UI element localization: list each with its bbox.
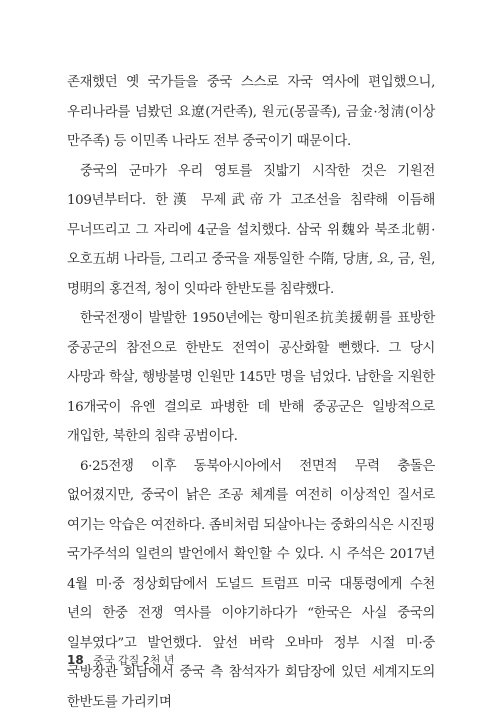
paragraph: 한국전쟁이 발발한 1950년에는 항미원조抗美援朝를 표방한 중공군의 참전으로 한반도 전역이 공산화할 뻔했다. 그 당시 사망과 학살, 행방불명 인원만 145만 명을 넘었다. 남한을 지원한 16개국이 유엔 결의로 파병한 데 반해 중공군은 일방적으로 개입한, 북한의 침략 공범이다. (67, 304, 435, 452)
body-text (67, 68, 435, 717)
paragraph: 존재했던 옛 국가들을 중국 스스로 자국 역사에 편입했으니, 우리나라를 넘봤던 요遼(거란족), 원元(몽골족), 금金·청淸(이상 만주족) 등 이민족 나라도 전부 중국이기 때문이다. (67, 68, 435, 157)
page-number: 18 (67, 653, 84, 667)
running-title: 중국 갑질 2천 년 (93, 654, 174, 667)
page-footer (67, 652, 174, 668)
paragraph: 중국의 군마가 우리 영토를 짓밟기 시작한 것은 기원전 109년부터다. 한漢 무제武帝가 고조선을 침략해 이듬해 무너뜨리고 그 자리에 4군을 설치했다. 삼국 위魏와 북조北朝·오호五胡 나라들, 그리고 중국을 재통일한 수隋, 당唐, 요, 금, 원, 명明의 홍건적, 청이 잇따라 한반도를 침략했다. (67, 157, 435, 305)
paragraph: 6·25전쟁 이후 동북아시아에서 전면적 무력 충돌은 없어졌지만, 중국이 낡은 조공 체계를 여전히 이상적인 질서로 여기는 악습은 여전하다. 좀비처럼 되살아나는 중화의식은 시진핑 국가주석의 일련의 발언에서 확인할 수 있다. 시 주석은 2017년 4월 미·중 정상회담에서 도널드 트럼프 미국 대통령에게 수천 년의 한중 전쟁 역사를 이야기하다가 “한국은 사실 중국의 일부였다”고 발언했다. 앞선 버락 오바마 정부 시절 미·중 국방장관 회담에서 중국 측 참석자가 회담장에 있던 세계지도의 한반도를 가리키며 (67, 452, 435, 717)
